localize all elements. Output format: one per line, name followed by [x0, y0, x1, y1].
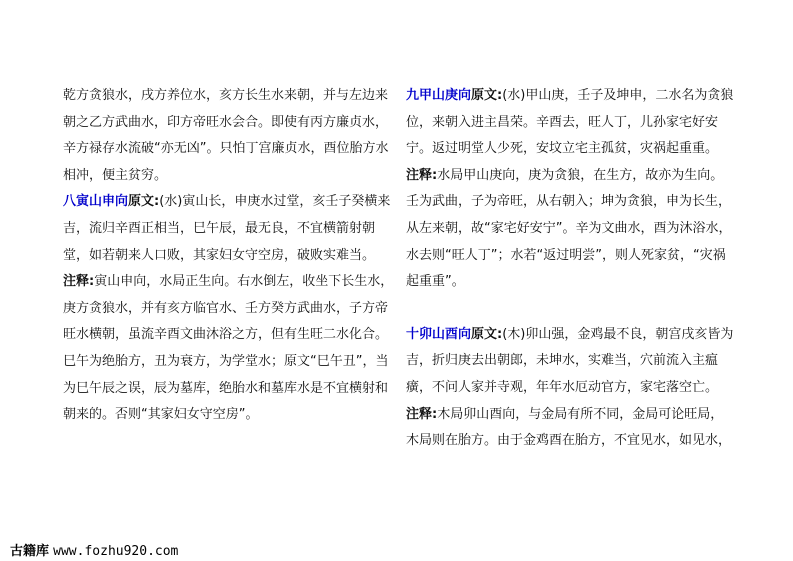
section-ten-original: [406, 322, 736, 402]
left-column: [63, 83, 399, 429]
footer-site-name: 古籍库: [10, 544, 50, 559]
section-eight-original-label: 原文:: [128, 194, 160, 210]
section-eight-annotation: [63, 269, 399, 429]
section-eight-original-text: (水)寅山长，申庚水过堂，亥壬子癸横来吉，流归辛酉正相当，巳午辰，最无良，不宜横箭射朝堂，如若朝来人口败，其家妇女守空房，破败实难当。: [63, 194, 391, 263]
section-eight-annotation-label: 注释:: [63, 274, 95, 290]
section-ten-title: 十卯山酉向: [406, 326, 472, 342]
section-ten-annotation: [406, 402, 736, 455]
section-nine-original-text: (水)甲山庚，壬子及坤申，二水名为贪狼位，来朝入进主昌荣。辛酉去，旺人丁，儿孙家宅好安宁。返过明堂人少死，安坟立宅主孤贫，灾祸起重重。: [406, 88, 734, 157]
section-eight-annotation-text: 寅山申向，水局正生向。右水倒左，收坐下长生水，庚方贪狼水，并有亥方临官水、壬方癸方武曲水，子方帝旺水横朝，虽流辛酉文曲沐浴之方，但有生旺二水化合。巳午为绝胎方，丑为衰方，为学堂水；原文“巳午丑”，当为巳午辰之误，辰为墓库，绝胎水和墓库水是不宜横射和朝来的。否则“其家妇女守空房”。: [63, 274, 394, 423]
section-eight-title: 八寅山申向: [63, 194, 129, 210]
section-ten-annotation-label: 注释:: [406, 406, 438, 422]
section-ten-original-text: (木)卯山强，金鸡最不良，朝宫戌亥皆为吉，折归庚去出朝郎，未坤水，实难当，穴前流入主瘟癀，不问人家并寺观，年年水厄动官方，家宅落空亡。: [406, 326, 734, 395]
section-ten-annotation-text: 木局卯山酉向，与金局有所不同，金局可论旺局，木局则在胎方。由于金鸡酉在胎方，不宜见水，如见水，: [406, 406, 732, 449]
section-nine-original: [406, 83, 736, 163]
footer-url[interactable]: www.fozhu920.com: [53, 544, 179, 559]
section-nine-original-label: 原文:: [471, 88, 503, 103]
section-eight-original: [63, 189, 399, 269]
section-nine-annotation-text: 水局甲山庚向，庚为贪狼，在生方，故亦为生向。壬为武曲，子为帝旺，从右朝入；坤为贪狼，申为长生，从左来朝，故“家宅好安宁”。辛为文曲水，酉为沐浴水，水去则“旺人丁”；水若“返过明尝”，则人死家贫，“灾祸起重重”。: [406, 167, 732, 290]
section-nine-title: 九甲山庚向: [406, 88, 472, 103]
section-ten-original-label: 原文:: [471, 326, 503, 342]
section-nine-annotation-label: 注释:: [406, 167, 438, 183]
footer: [10, 540, 178, 559]
right-column: [406, 83, 736, 455]
left-paragraph-continued: 乾方贪狼水，戌方养位水，亥方长生水来朝，并与左边来朝之乙方武曲水，印方帝旺水会合。即使有丙方廉贞水，辛方禄存水流破“亦无凶”。只怕丁宫廉贞水，酉位胎方水相冲，便主贫穷。: [63, 88, 389, 183]
section-nine-annotation: [406, 163, 736, 296]
